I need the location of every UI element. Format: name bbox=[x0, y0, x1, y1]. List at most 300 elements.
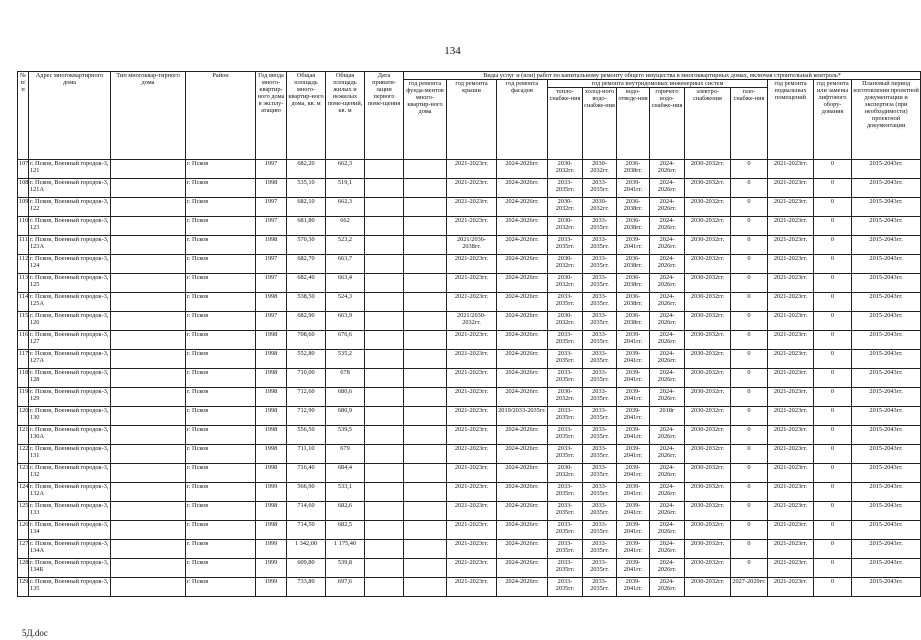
elevator-year-cell: 0 bbox=[814, 160, 852, 179]
drainage-year-cell: 2039-2041гг. bbox=[617, 445, 650, 464]
year-built-cell: 1998 bbox=[256, 369, 287, 388]
living-area-cell: 1 175,40 bbox=[326, 540, 365, 559]
year-built-cell: 1999 bbox=[256, 540, 287, 559]
planned-period-cell: 2015-2043гг. bbox=[852, 198, 921, 217]
col-num-header: № п/п bbox=[18, 72, 29, 160]
col-heating-header: тепло-снабже-ния bbox=[548, 88, 583, 160]
table-row bbox=[18, 255, 921, 274]
privatization-cell bbox=[365, 483, 404, 502]
facade-year-cell: 2019/2033-2035гг. bbox=[497, 407, 548, 426]
row-number-cell: 114 bbox=[18, 293, 29, 312]
roof-year-cell: 2021-2023гг. bbox=[447, 331, 497, 350]
type-cell bbox=[111, 179, 186, 198]
drainage-year-cell: 2039-2041гг. bbox=[617, 559, 650, 578]
type-cell bbox=[111, 559, 186, 578]
row-number-cell: 127 bbox=[18, 540, 29, 559]
table-row bbox=[18, 559, 921, 578]
col-type-header: Тип многоквар-тирного дома bbox=[111, 72, 186, 160]
living-area-cell: 684,4 bbox=[326, 464, 365, 483]
privatization-cell bbox=[365, 179, 404, 198]
address-cell: г. Псков, Военный городок-3, 124 bbox=[29, 255, 111, 274]
living-area-cell: 662,3 bbox=[326, 160, 365, 179]
roof-year-cell: 2021-2023гг. bbox=[447, 160, 497, 179]
drainage-year-cell: 2036-2038гг. bbox=[617, 198, 650, 217]
cold-water-year-cell: 2033-2035гг. bbox=[583, 407, 617, 426]
roof-year-cell: 2021-2023гг. bbox=[447, 483, 497, 502]
elevator-year-cell: 0 bbox=[814, 502, 852, 521]
cold-water-year-cell: 2030-2032гг. bbox=[583, 160, 617, 179]
drainage-year-cell: 2039-2041гг. bbox=[617, 407, 650, 426]
address-cell: г. Псков, Военный городок-3, 134Б bbox=[29, 559, 111, 578]
electric-year-cell: 2030-2032гг. bbox=[685, 445, 731, 464]
basement-year-cell: 2021-2023гг. bbox=[768, 293, 814, 312]
living-area-cell: 533,1 bbox=[326, 483, 365, 502]
elevator-year-cell: 0 bbox=[814, 179, 852, 198]
elevator-year-cell: 0 bbox=[814, 540, 852, 559]
col-living-area-header: Общая площадь жилых и нежилых поме-щений, кв. м bbox=[326, 72, 365, 160]
electric-year-cell: 2030-2032гг. bbox=[685, 464, 731, 483]
table-row bbox=[18, 502, 921, 521]
cold-water-year-cell: 2033-2035гг. bbox=[583, 483, 617, 502]
gas-year-cell: 0 bbox=[731, 407, 768, 426]
row-number-cell: 111 bbox=[18, 236, 29, 255]
drainage-year-cell: 2039-2041гг. bbox=[617, 350, 650, 369]
total-area-cell: 681,80 bbox=[287, 217, 326, 236]
electric-year-cell: 2030-2032гг. bbox=[685, 559, 731, 578]
privatization-cell bbox=[365, 312, 404, 331]
planned-period-cell: 2015-2043гг. bbox=[852, 464, 921, 483]
district-cell: г. Псков bbox=[186, 521, 256, 540]
type-cell bbox=[111, 350, 186, 369]
living-area-cell: 680,6 bbox=[326, 388, 365, 407]
total-area-cell: 570,30 bbox=[287, 236, 326, 255]
gas-year-cell: 0 bbox=[731, 255, 768, 274]
district-cell: г. Псков bbox=[186, 426, 256, 445]
engineering-group-header: год ремонта внутридомовых инженерных систем bbox=[548, 80, 768, 88]
drainage-year-cell: 2039-2041гг. bbox=[617, 483, 650, 502]
year-built-cell: 1997 bbox=[256, 160, 287, 179]
total-area-cell: 708,60 bbox=[287, 331, 326, 350]
planned-period-cell: 2015-2043гг. bbox=[852, 160, 921, 179]
heating-year-cell: 2033-2035гг. bbox=[548, 521, 583, 540]
type-cell bbox=[111, 236, 186, 255]
basement-year-cell: 2021-2023гг. bbox=[768, 274, 814, 293]
total-area-cell: 609,80 bbox=[287, 559, 326, 578]
basement-year-cell: 2021-2023гг. bbox=[768, 369, 814, 388]
privatization-cell bbox=[365, 198, 404, 217]
heating-year-cell: 2033-2035гг. bbox=[548, 426, 583, 445]
elevator-year-cell: 0 bbox=[814, 445, 852, 464]
basement-year-cell: 2021-2023гг. bbox=[768, 407, 814, 426]
heating-year-cell: 2033-2035гг. bbox=[548, 236, 583, 255]
gas-year-cell: 0 bbox=[731, 274, 768, 293]
year-built-cell: 1998 bbox=[256, 407, 287, 426]
col-facade-header: год ремонта фасадов bbox=[497, 80, 548, 160]
planned-period-cell: 2015-2043гг. bbox=[852, 521, 921, 540]
gas-year-cell: 0 bbox=[731, 559, 768, 578]
drainage-year-cell: 2039-2041гг. bbox=[617, 388, 650, 407]
planned-period-cell: 2015-2043гг. bbox=[852, 369, 921, 388]
gas-year-cell: 0 bbox=[731, 293, 768, 312]
gas-year-cell: 0 bbox=[731, 483, 768, 502]
elevator-year-cell: 0 bbox=[814, 217, 852, 236]
row-number-cell: 120 bbox=[18, 407, 29, 426]
gas-year-cell: 0 bbox=[731, 445, 768, 464]
table-row bbox=[18, 293, 921, 312]
col-electric-header: электро-снабжения bbox=[685, 88, 731, 160]
type-cell bbox=[111, 388, 186, 407]
district-cell: г. Псков bbox=[186, 502, 256, 521]
foundation-year-cell bbox=[404, 236, 447, 255]
total-area-cell: 682,90 bbox=[287, 312, 326, 331]
roof-year-cell: 2021-2023гг. bbox=[447, 464, 497, 483]
privatization-cell bbox=[365, 388, 404, 407]
facade-year-cell: 2024-2026гг. bbox=[497, 274, 548, 293]
district-cell: г. Псков bbox=[186, 179, 256, 198]
table-row bbox=[18, 331, 921, 350]
col-year-built-header: Год ввода много-квартир-ного дома в эксплу-атацию bbox=[256, 72, 287, 160]
drainage-year-cell: 2036-2038гг. bbox=[617, 160, 650, 179]
year-built-cell: 1998 bbox=[256, 521, 287, 540]
drainage-year-cell: 2039-2041гг. bbox=[617, 464, 650, 483]
electric-year-cell: 2030-2032гг. bbox=[685, 293, 731, 312]
table-row bbox=[18, 236, 921, 255]
basement-year-cell: 2021-2023гг. bbox=[768, 217, 814, 236]
heating-year-cell: 2033-2035гг. bbox=[548, 578, 583, 597]
electric-year-cell: 2030-2032гг. bbox=[685, 179, 731, 198]
table-row bbox=[18, 407, 921, 426]
heating-year-cell: 2030-2032гг. bbox=[548, 274, 583, 293]
table-row bbox=[18, 521, 921, 540]
privatization-cell bbox=[365, 407, 404, 426]
gas-year-cell: 0 bbox=[731, 312, 768, 331]
electric-year-cell: 2030-2032гг. bbox=[685, 350, 731, 369]
table-row bbox=[18, 350, 921, 369]
elevator-year-cell: 0 bbox=[814, 483, 852, 502]
facade-year-cell: 2024-2026гг. bbox=[497, 179, 548, 198]
planned-period-cell: 2015-2043гг. bbox=[852, 407, 921, 426]
basement-year-cell: 2021-2023гг. bbox=[768, 540, 814, 559]
electric-year-cell: 2030-2032гг. bbox=[685, 483, 731, 502]
row-number-cell: 126 bbox=[18, 521, 29, 540]
cold-water-year-cell: 2033-2035гг. bbox=[583, 179, 617, 198]
hot-water-year-cell: 2024-2026гг. bbox=[650, 483, 685, 502]
privatization-cell bbox=[365, 274, 404, 293]
electric-year-cell: 2030-2032гг. bbox=[685, 274, 731, 293]
facade-year-cell: 2024-2026гг. bbox=[497, 445, 548, 464]
district-cell: г. Псков bbox=[186, 236, 256, 255]
facade-year-cell: 2024-2026гг. bbox=[497, 350, 548, 369]
living-area-cell: 680,9 bbox=[326, 407, 365, 426]
living-area-cell: 539,8 bbox=[326, 559, 365, 578]
total-area-cell: 712,90 bbox=[287, 407, 326, 426]
address-cell: г. Псков, Военный городок-3, 123 bbox=[29, 217, 111, 236]
year-built-cell: 1998 bbox=[256, 502, 287, 521]
gas-year-cell: 0 bbox=[731, 217, 768, 236]
heating-year-cell: 2033-2035гг. bbox=[548, 559, 583, 578]
heating-year-cell: 2033-2035гг. bbox=[548, 407, 583, 426]
living-area-cell: 539,5 bbox=[326, 426, 365, 445]
roof-year-cell: 2021-2023гг. bbox=[447, 521, 497, 540]
foundation-year-cell bbox=[404, 464, 447, 483]
cold-water-year-cell: 2033-2035гг. bbox=[583, 350, 617, 369]
address-cell: г. Псков, Военный городок-3, 122 bbox=[29, 198, 111, 217]
foundation-year-cell bbox=[404, 426, 447, 445]
cold-water-year-cell: 2030-2032гг. bbox=[583, 198, 617, 217]
living-area-cell: 678 bbox=[326, 369, 365, 388]
table-row bbox=[18, 578, 921, 597]
type-cell bbox=[111, 312, 186, 331]
hot-water-year-cell: 2024-2026гг. bbox=[650, 540, 685, 559]
heating-year-cell: 2030-2032гг. bbox=[548, 217, 583, 236]
district-cell: г. Псков bbox=[186, 274, 256, 293]
roof-year-cell: 2021-2023гг. bbox=[447, 540, 497, 559]
cold-water-year-cell: 2033-2035гг. bbox=[583, 388, 617, 407]
gas-year-cell: 2027-2029гг. bbox=[731, 578, 768, 597]
year-built-cell: 1997 bbox=[256, 217, 287, 236]
hot-water-year-cell: 2024-2026гг. bbox=[650, 445, 685, 464]
drainage-year-cell: 2039-2041гг. bbox=[617, 521, 650, 540]
facade-year-cell: 2024-2026гг. bbox=[497, 293, 548, 312]
total-area-cell: 682,20 bbox=[287, 160, 326, 179]
facade-year-cell: 2024-2026гг. bbox=[497, 464, 548, 483]
privatization-cell bbox=[365, 217, 404, 236]
basement-year-cell: 2021-2023гг. bbox=[768, 350, 814, 369]
living-area-cell: 663,9 bbox=[326, 312, 365, 331]
district-cell: г. Псков bbox=[186, 198, 256, 217]
drainage-year-cell: 2039-2041гг. bbox=[617, 369, 650, 388]
table-row bbox=[18, 312, 921, 331]
privatization-cell bbox=[365, 255, 404, 274]
table-row bbox=[18, 540, 921, 559]
electric-year-cell: 2030-2032гг. bbox=[685, 369, 731, 388]
facade-year-cell: 2024-2026гг. bbox=[497, 255, 548, 274]
table-row bbox=[18, 369, 921, 388]
basement-year-cell: 2021-2023гг. bbox=[768, 445, 814, 464]
gas-year-cell: 0 bbox=[731, 388, 768, 407]
hot-water-year-cell: 2024-2026гг. bbox=[650, 350, 685, 369]
total-area-cell: 712,60 bbox=[287, 388, 326, 407]
col-address-header: Адрес многоквартирного дома bbox=[29, 72, 111, 160]
planned-period-cell: 2015-2043гг. bbox=[852, 540, 921, 559]
page-number: 134 bbox=[444, 45, 461, 57]
electric-year-cell: 2030-2032гг. bbox=[685, 578, 731, 597]
year-built-cell: 1998 bbox=[256, 388, 287, 407]
year-built-cell: 1999 bbox=[256, 483, 287, 502]
col-hot-water-header: горячего водо-снабже-ния bbox=[650, 88, 685, 160]
gas-year-cell: 0 bbox=[731, 331, 768, 350]
type-cell bbox=[111, 369, 186, 388]
district-cell: г. Псков bbox=[186, 331, 256, 350]
row-number-cell: 107 bbox=[18, 160, 29, 179]
cold-water-year-cell: 2033-2035гг. bbox=[583, 217, 617, 236]
type-cell bbox=[111, 198, 186, 217]
privatization-cell bbox=[365, 293, 404, 312]
roof-year-cell: 2021-2023гг. bbox=[447, 255, 497, 274]
year-built-cell: 1997 bbox=[256, 198, 287, 217]
district-cell: г. Псков bbox=[186, 578, 256, 597]
elevator-year-cell: 0 bbox=[814, 255, 852, 274]
roof-year-cell: 2021/2030-2032гг. bbox=[447, 312, 497, 331]
heating-year-cell: 2033-2035гг. bbox=[548, 179, 583, 198]
hot-water-year-cell: 2024-2026гг. bbox=[650, 331, 685, 350]
type-cell bbox=[111, 274, 186, 293]
heating-year-cell: 2030-2032гг. bbox=[548, 255, 583, 274]
table-row bbox=[18, 198, 921, 217]
electric-year-cell: 2030-2032гг. bbox=[685, 198, 731, 217]
privatization-cell bbox=[365, 236, 404, 255]
address-cell: г. Псков, Военный городок-3, 127А bbox=[29, 350, 111, 369]
col-privatization-header: Дата привати-зации первого поме-щения bbox=[365, 72, 404, 160]
services-group-header: Виды услуг и (или) работ по капитальному ремонту общего имущества в многоквартирных домах, включая строительный контроль* bbox=[404, 72, 921, 80]
facade-year-cell: 2024-2026гг. bbox=[497, 502, 548, 521]
facade-year-cell: 2024-2026гг. bbox=[497, 312, 548, 331]
roof-year-cell: 2021-2023гг. bbox=[447, 426, 497, 445]
planned-period-cell: 2015-2043гг. bbox=[852, 331, 921, 350]
row-number-cell: 110 bbox=[18, 217, 29, 236]
row-number-cell: 108 bbox=[18, 179, 29, 198]
type-cell bbox=[111, 483, 186, 502]
gas-year-cell: 0 bbox=[731, 179, 768, 198]
type-cell bbox=[111, 445, 186, 464]
row-number-cell: 112 bbox=[18, 255, 29, 274]
drainage-year-cell: 2036-2038гг. bbox=[617, 312, 650, 331]
year-built-cell: 1997 bbox=[256, 312, 287, 331]
heating-year-cell: 2030-2032гг. bbox=[548, 198, 583, 217]
district-cell: г. Псков bbox=[186, 445, 256, 464]
district-cell: г. Псков bbox=[186, 407, 256, 426]
foundation-year-cell bbox=[404, 578, 447, 597]
cold-water-year-cell: 2033-2035гг. bbox=[583, 293, 617, 312]
hot-water-year-cell: 2024-2026гг. bbox=[650, 502, 685, 521]
heating-year-cell: 2033-2035гг. bbox=[548, 483, 583, 502]
planned-period-cell: 2015-2043гг. bbox=[852, 236, 921, 255]
address-cell: г. Псков, Военный городок-3, 127 bbox=[29, 331, 111, 350]
living-area-cell: 535,2 bbox=[326, 350, 365, 369]
drainage-year-cell: 2039-2041гг. bbox=[617, 331, 650, 350]
file-name: 5Д.doc bbox=[22, 628, 48, 638]
row-number-cell: 123 bbox=[18, 464, 29, 483]
foundation-year-cell bbox=[404, 521, 447, 540]
privatization-cell bbox=[365, 369, 404, 388]
type-cell bbox=[111, 502, 186, 521]
heating-year-cell: 2030-2032гг. bbox=[548, 160, 583, 179]
facade-year-cell: 2024-2026гг. bbox=[497, 521, 548, 540]
facade-year-cell: 2024-2026гг. bbox=[497, 426, 548, 445]
facade-year-cell: 2024-2026гг. bbox=[497, 160, 548, 179]
roof-year-cell: 2021/2036-2038гг. bbox=[447, 236, 497, 255]
heating-year-cell: 2033-2035гг. bbox=[548, 445, 583, 464]
privatization-cell bbox=[365, 445, 404, 464]
roof-year-cell: 2021-2023гг. bbox=[447, 198, 497, 217]
cold-water-year-cell: 2033-2035гг. bbox=[583, 331, 617, 350]
elevator-year-cell: 0 bbox=[814, 464, 852, 483]
facade-year-cell: 2024-2026гг. bbox=[497, 331, 548, 350]
year-built-cell: 1998 bbox=[256, 445, 287, 464]
hot-water-year-cell: 2024-2026гг. bbox=[650, 559, 685, 578]
elevator-year-cell: 0 bbox=[814, 293, 852, 312]
roof-year-cell: 2021-2023гг. bbox=[447, 407, 497, 426]
address-cell: г. Псков, Военный городок-3, 125 bbox=[29, 274, 111, 293]
total-area-cell: 682,40 bbox=[287, 274, 326, 293]
year-built-cell: 1998 bbox=[256, 426, 287, 445]
planned-period-cell: 2015-2043гг. bbox=[852, 483, 921, 502]
gas-year-cell: 0 bbox=[731, 502, 768, 521]
cold-water-year-cell: 2033-2035гг. bbox=[583, 369, 617, 388]
hot-water-year-cell: 2024-2026гг. bbox=[650, 274, 685, 293]
total-area-cell: 682,10 bbox=[287, 198, 326, 217]
foundation-year-cell bbox=[404, 198, 447, 217]
elevator-year-cell: 0 bbox=[814, 274, 852, 293]
cold-water-year-cell: 2033-2035гг. bbox=[583, 464, 617, 483]
total-area-cell: 716,40 bbox=[287, 464, 326, 483]
address-cell: г. Псков, Военный городок-3, 132А bbox=[29, 483, 111, 502]
row-number-cell: 115 bbox=[18, 312, 29, 331]
electric-year-cell: 2030-2032гг. bbox=[685, 331, 731, 350]
district-cell: г. Псков bbox=[186, 217, 256, 236]
electric-year-cell: 2030-2032гг. bbox=[685, 521, 731, 540]
foundation-year-cell bbox=[404, 255, 447, 274]
foundation-year-cell bbox=[404, 407, 447, 426]
year-built-cell: 1999 bbox=[256, 559, 287, 578]
elevator-year-cell: 0 bbox=[814, 198, 852, 217]
roof-year-cell: 2021-2023гг. bbox=[447, 388, 497, 407]
elevator-year-cell: 0 bbox=[814, 407, 852, 426]
basement-year-cell: 2021-2023гг. bbox=[768, 483, 814, 502]
hot-water-year-cell: 2024-2026гг. bbox=[650, 521, 685, 540]
foundation-year-cell bbox=[404, 293, 447, 312]
living-area-cell: 519,1 bbox=[326, 179, 365, 198]
privatization-cell bbox=[365, 502, 404, 521]
total-area-cell: 711,10 bbox=[287, 445, 326, 464]
year-built-cell: 1998 bbox=[256, 236, 287, 255]
address-cell: г. Псков, Военный городок-3, 126 bbox=[29, 312, 111, 331]
foundation-year-cell bbox=[404, 350, 447, 369]
district-cell: г. Псков bbox=[186, 160, 256, 179]
cold-water-year-cell: 2033-2035гг. bbox=[583, 540, 617, 559]
roof-year-cell: 2021-2023гг. bbox=[447, 217, 497, 236]
table-row bbox=[18, 274, 921, 293]
cold-water-year-cell: 2033-2035гг. bbox=[583, 236, 617, 255]
roof-year-cell: 2021-2023гг. bbox=[447, 559, 497, 578]
elevator-year-cell: 0 bbox=[814, 578, 852, 597]
address-cell: г. Псков, Военный городок-3, 132 bbox=[29, 464, 111, 483]
row-number-cell: 121 bbox=[18, 426, 29, 445]
basement-year-cell: 2021-2023гг. bbox=[768, 236, 814, 255]
hot-water-year-cell: 2024-2026гг. bbox=[650, 312, 685, 331]
year-built-cell: 1998 bbox=[256, 293, 287, 312]
facade-year-cell: 2024-2026гг. bbox=[497, 217, 548, 236]
hot-water-year-cell: 2024-2026гг. bbox=[650, 426, 685, 445]
privatization-cell bbox=[365, 160, 404, 179]
planned-period-cell: 2015-2043гг. bbox=[852, 426, 921, 445]
privatization-cell bbox=[365, 331, 404, 350]
basement-year-cell: 2021-2023гг. bbox=[768, 559, 814, 578]
drainage-year-cell: 2036-2038гг. bbox=[617, 293, 650, 312]
foundation-year-cell bbox=[404, 312, 447, 331]
row-number-cell: 129 bbox=[18, 578, 29, 597]
type-cell bbox=[111, 217, 186, 236]
district-cell: г. Псков bbox=[186, 369, 256, 388]
address-cell: г. Псков, Военный городок-3, 121А bbox=[29, 179, 111, 198]
facade-year-cell: 2024-2026гг. bbox=[497, 540, 548, 559]
table-row bbox=[18, 217, 921, 236]
facade-year-cell: 2024-2026гг. bbox=[497, 236, 548, 255]
total-area-cell: 535,10 bbox=[287, 179, 326, 198]
facade-year-cell: 2024-2026гг. bbox=[497, 388, 548, 407]
heating-year-cell: 2030-2032гг. bbox=[548, 312, 583, 331]
basement-year-cell: 2021-2023гг. bbox=[768, 578, 814, 597]
